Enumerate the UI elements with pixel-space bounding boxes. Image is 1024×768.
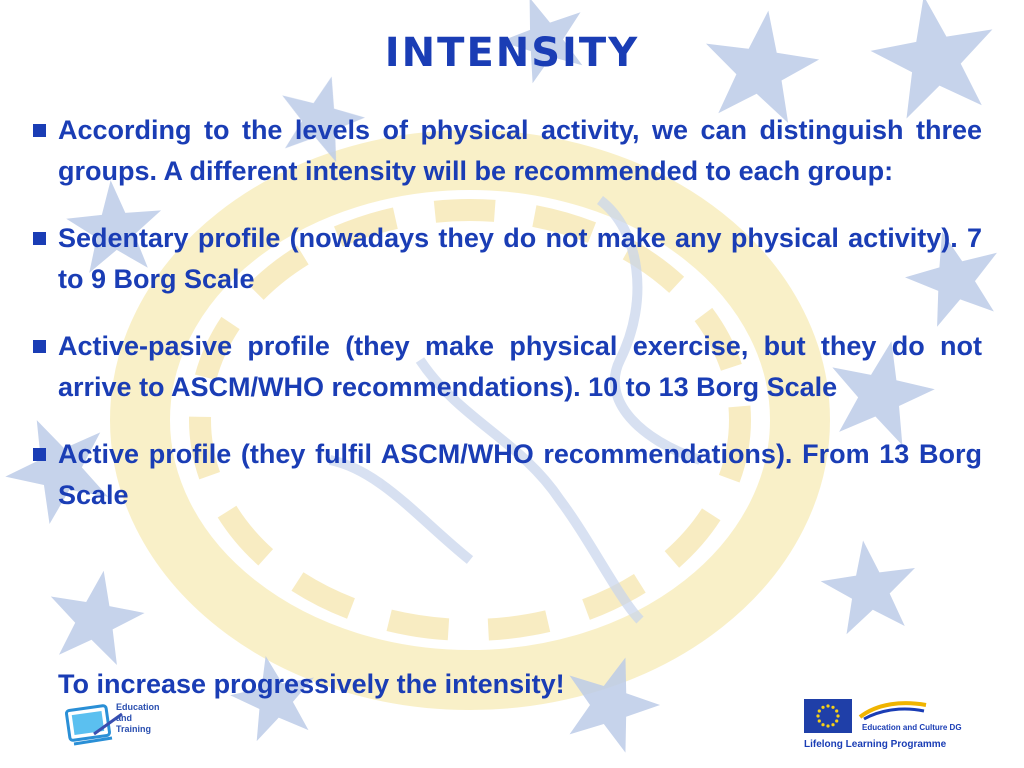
square-bullet-icon — [33, 340, 46, 353]
bullet-text: According to the levels of physical activity, we can distinguish three groups. A different intensity will be recommended to each group: — [58, 115, 982, 186]
bullet-list — [30, 110, 982, 542]
eu-flag-icon — [804, 699, 852, 733]
square-bullet-icon — [33, 232, 46, 245]
closing-statement: To increase progressively the intensity! — [58, 669, 565, 699]
eu-logo-block — [800, 695, 990, 757]
square-bullet-icon — [33, 448, 46, 461]
education-training-label: Education and Training — [116, 702, 160, 734]
bullet-item — [30, 326, 982, 408]
square-bullet-icon — [33, 124, 46, 137]
slide-title: INTENSITY — [384, 30, 640, 76]
bullet-item — [30, 218, 982, 300]
bullet-item — [30, 434, 982, 516]
education-culture-dg-label: Education and Culture DG — [862, 723, 962, 732]
bullet-text: Active-pasive profile (they make physical exercise, but they do not arrive to ASCM/WHO recommendations). 10 to 13 Borg Scale — [58, 331, 982, 402]
bullet-text: Sedentary profile (nowadays they do not make any physical activity). 7 to 9 Borg Scale — [58, 223, 982, 294]
education-culture-swoosh-icon — [858, 699, 928, 723]
bullet-text: Active profile (they fulfil ASCM/WHO recommendations). From 13 Borg Scale — [58, 439, 982, 510]
bullet-item — [30, 110, 982, 192]
lifelong-learning-label: Lifelong Learning Programme — [804, 739, 947, 750]
